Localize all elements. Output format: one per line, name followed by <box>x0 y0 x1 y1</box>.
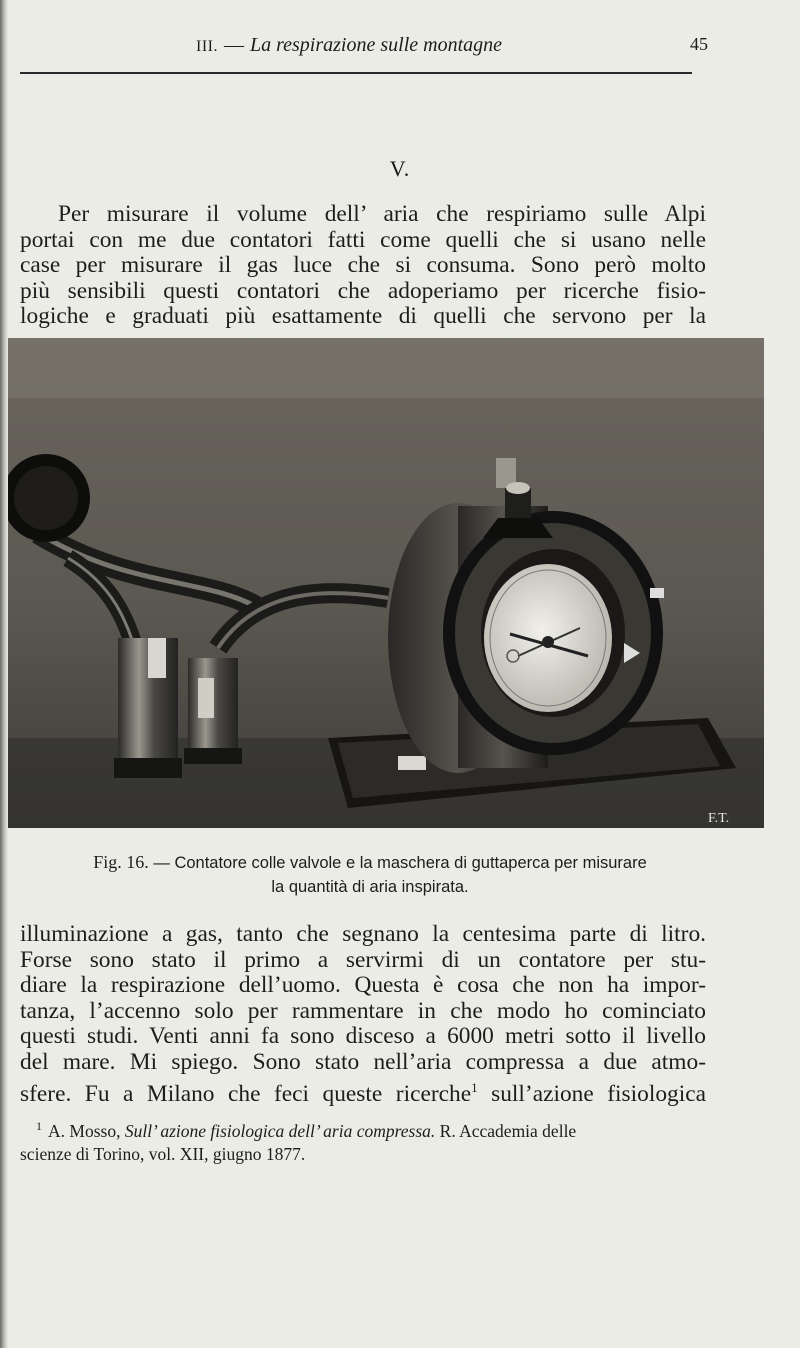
chapter-number: III. <box>196 38 218 55</box>
text-line: diare la respirazione dell’uomo. Questa è cosa che non ha impor- <box>20 972 706 998</box>
footnote-line-1 <box>20 1115 720 1143</box>
footnote-reference: 1 <box>471 1080 478 1095</box>
footnote-publisher: R. Accademia delle <box>435 1120 577 1141</box>
caption-line-1 <box>20 850 720 875</box>
footnote-title: Sull’ azione fisiologica dell’ aria compressa. <box>124 1120 436 1141</box>
text-line-start: sfere. Fu a Milano che feci queste ricerche <box>20 1080 472 1107</box>
gas-meter-illustration <box>8 338 764 828</box>
text-line: case per misurare il gas luce che si consuma. Sono però molto <box>20 252 706 278</box>
figure-photograph <box>8 338 764 828</box>
paragraph-1 <box>20 202 706 330</box>
text-line-end: sull’azione fisiologica <box>477 1080 706 1107</box>
caption-line-2: la quantità di aria inspirata. <box>271 878 469 896</box>
text-line: Forse sono stato il primo a servirmi di un contatore per stu- <box>20 946 706 973</box>
page-header <box>0 34 800 74</box>
figure-label: Fig. 16. <box>93 852 149 872</box>
caption-text-1: Contatore colle valvole e la maschera di guttaperca per misurare <box>174 854 647 872</box>
caption-dash: — <box>153 854 170 872</box>
section-number: V. <box>389 156 411 181</box>
footnote-mark: 1 <box>36 1119 42 1133</box>
text-line: portai con me due contatori fatti come quelli che si usano nelle <box>20 226 706 253</box>
footnote-line-2: scienze di Torino, vol. XII, giugno 1877. <box>20 1143 306 1164</box>
header-separator: — <box>223 34 244 56</box>
header-rule <box>20 72 692 74</box>
text-line: del mare. Mi spiego. Sono stato nell’aria compressa a due atmo- <box>20 1048 706 1075</box>
running-title <box>196 34 502 57</box>
text-line: questi studi. Venti anni fa sono disceso a 6000 metri sotto il livello <box>20 1023 706 1049</box>
running-title-text: La respirazione sulle montagne <box>249 34 503 56</box>
text-line: tanza, l’accenno solo per rammentare in che modo ho cominciato <box>20 997 706 1024</box>
figure-caption <box>20 850 720 899</box>
text-line: logiche e graduati più esattamente di quelli che servono per la <box>20 303 706 329</box>
text-line <box>20 1075 706 1107</box>
binding-edge <box>0 0 8 1348</box>
text-line: illuminazione a gas, tanto che segnano la centesima parte di litro. <box>20 921 706 947</box>
paragraph-2 <box>20 922 706 1107</box>
page-number: 45 <box>690 34 708 54</box>
footnote-author: A. Mosso, <box>48 1120 121 1141</box>
text-line: Per misurare il volume dell’ aria che respiriamo sulle Alpi <box>58 201 706 227</box>
footnote <box>20 1115 720 1166</box>
text-line: più sensibili questi contatori che adoperiamo per ricerche fisio- <box>20 277 706 304</box>
photographer-mark: F.T. <box>708 811 730 826</box>
